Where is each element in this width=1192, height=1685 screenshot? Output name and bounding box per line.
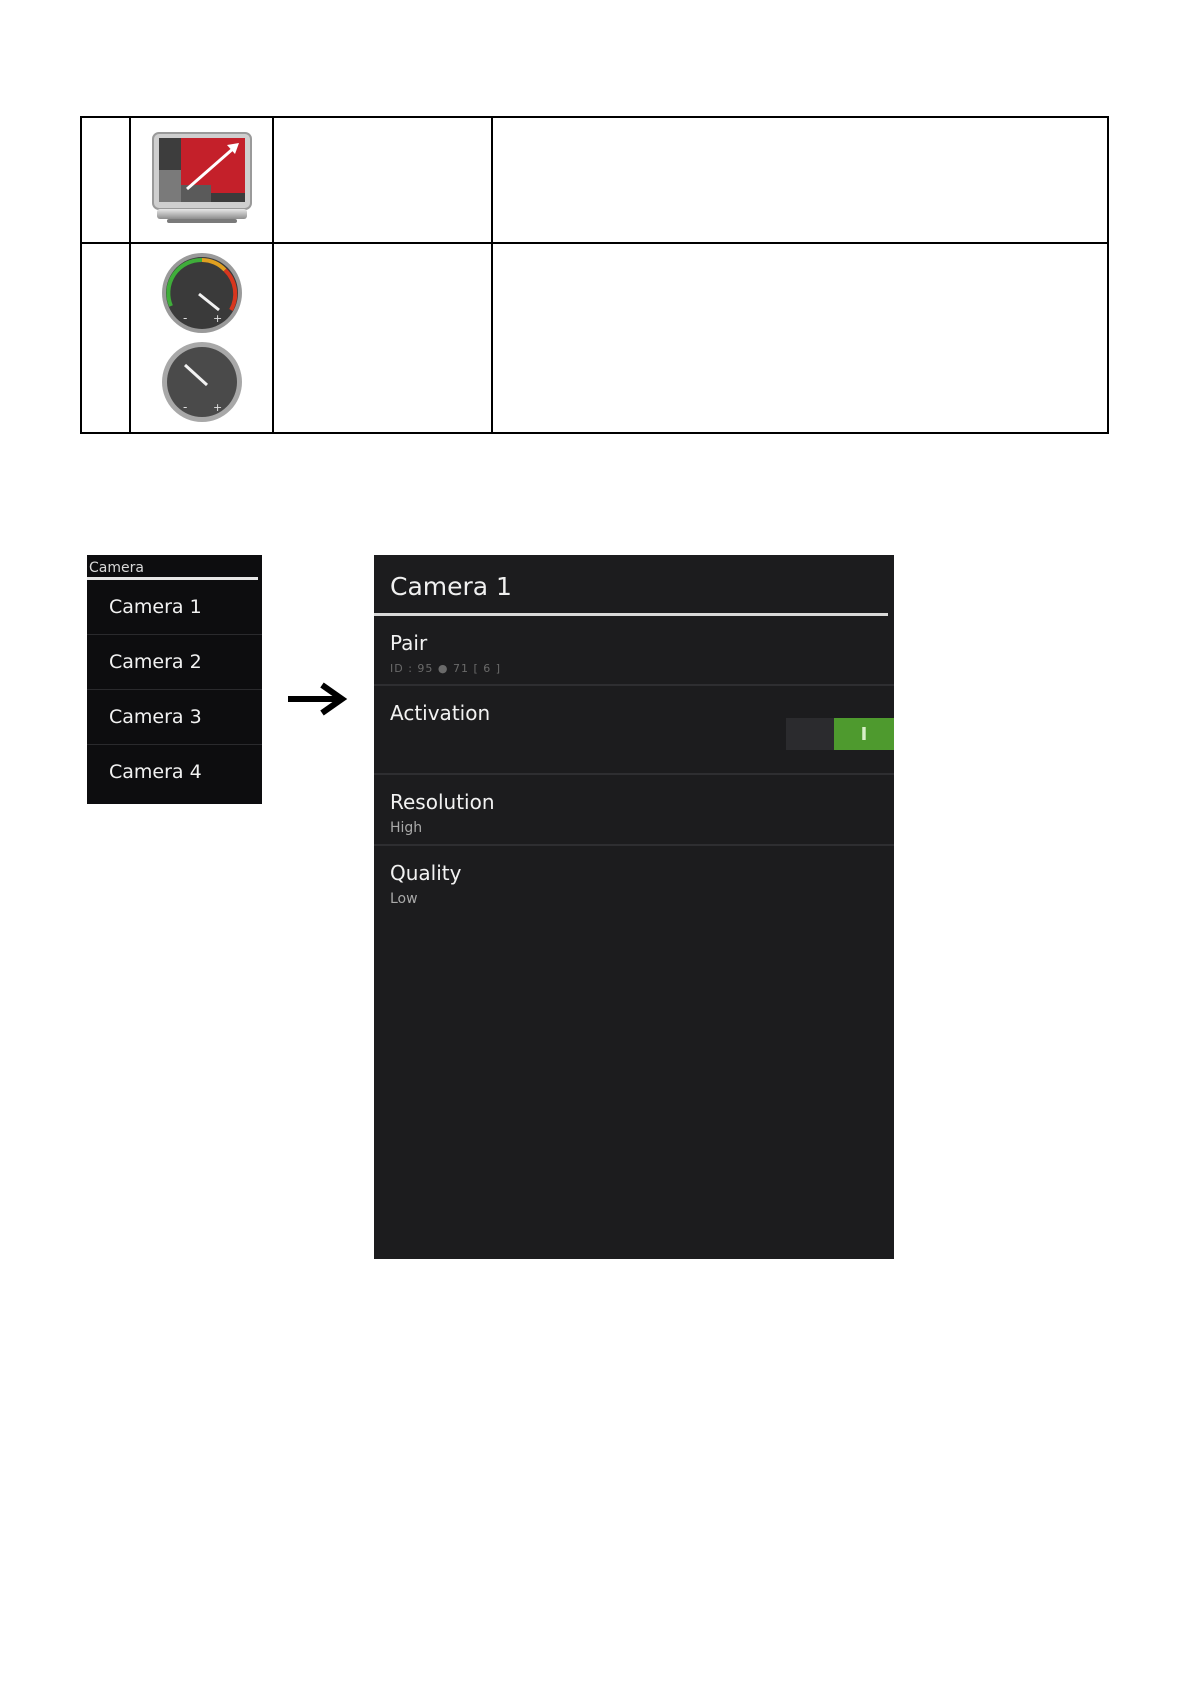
table-cell-index [81, 243, 130, 433]
camera-list-header: Camera [87, 555, 258, 580]
setting-pair[interactable] [374, 616, 894, 686]
gauge-gray-icon [131, 337, 272, 427]
camera-list-item-2[interactable]: Camera 2 [87, 635, 262, 690]
camera-list-item-1[interactable]: Camera 1 [87, 580, 262, 635]
setting-resolution-label: Resolution [390, 790, 495, 814]
setting-activation[interactable] [374, 686, 894, 775]
toggle-text: I [860, 723, 868, 745]
page-title: Camera 1 [374, 555, 888, 616]
setting-resolution[interactable] [374, 775, 894, 846]
camera-list [87, 555, 262, 804]
table-cell-name [273, 243, 492, 433]
table-cell-description [492, 243, 1108, 433]
table-cell-index [81, 117, 130, 243]
table-cell-description [492, 117, 1108, 243]
camera-list-item-3[interactable]: Camera 3 [87, 690, 262, 745]
table-cell-icon [130, 243, 273, 433]
setting-quality[interactable] [374, 846, 894, 926]
camera-list-item-4[interactable]: Camera 4 [109, 761, 202, 783]
setting-pair-value: ID : 95 ● 71 [ 6 ] [390, 662, 502, 675]
right-arrow-icon [286, 682, 350, 716]
camera-settings-panel [374, 555, 894, 1259]
toggle-knob [834, 718, 894, 750]
setting-quality-label: Quality [390, 861, 462, 885]
setting-quality-value: Low [390, 891, 418, 907]
display-trend-icon [147, 218, 257, 237]
feature-table [80, 116, 1109, 434]
svg-text:-: - [182, 400, 187, 414]
table-row [81, 243, 1108, 433]
svg-text:+: + [212, 312, 222, 325]
svg-text:-: - [182, 311, 187, 325]
setting-activation-label: Activation [390, 701, 491, 725]
table-cell-icon [130, 117, 273, 243]
table-row [81, 117, 1108, 243]
table-cell-name [273, 117, 492, 243]
setting-pair-label: Pair [390, 631, 428, 655]
setting-resolution-value: High [390, 820, 423, 836]
gauge-color-icon [131, 249, 272, 337]
activation-toggle[interactable] [786, 718, 894, 750]
svg-text:+: + [212, 401, 222, 414]
